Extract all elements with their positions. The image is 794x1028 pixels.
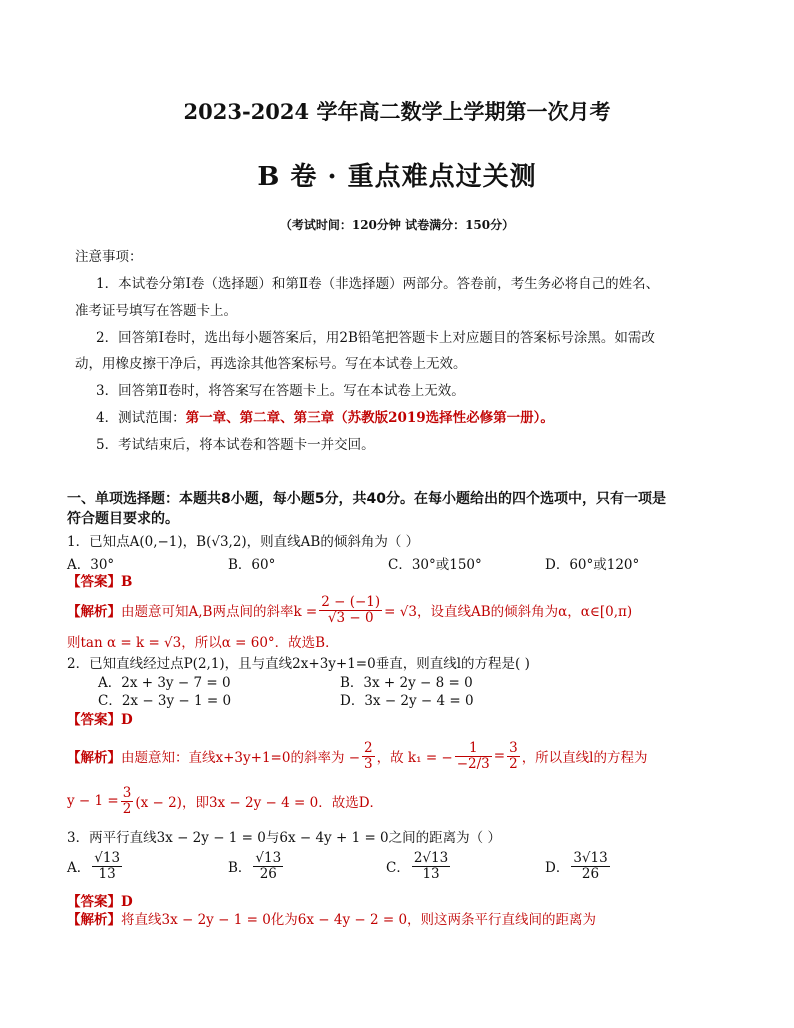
note-2-line-2: 动，用橡皮擦干净后，再选涂其他答案标号。写在本试卷上无效。 xyxy=(75,356,467,372)
q2-analysis-text-b: ，故 k₁ = − xyxy=(376,750,453,766)
section-heading-line-2: 符合题目要求的。 xyxy=(67,511,179,527)
q2-analysis-text-d: ，所以直线l的方程为 xyxy=(521,750,648,766)
q3-option-a xyxy=(67,846,124,886)
q1-option-a: A．30° xyxy=(67,557,115,573)
q3-option-a-fraction xyxy=(92,851,122,880)
q3-option-c xyxy=(386,846,452,886)
q1-option-b: B．60° xyxy=(228,557,276,573)
q2-frac4-denominator: 2 xyxy=(122,800,132,817)
note-3: 3．回答第Ⅱ卷时，将答案写在答题卡上。写在本试卷上无效。 xyxy=(96,383,465,399)
q1-option-d: D．60°或120° xyxy=(545,557,640,573)
q2-frac3-denominator: 2 xyxy=(509,755,518,772)
q2-analysis-label: 【解析】 xyxy=(67,750,121,766)
q1-analysis-label: 【解析】 xyxy=(67,604,121,620)
q3-option-b-den: 26 xyxy=(259,865,277,882)
q1-answer: 【答案】B xyxy=(67,574,133,590)
q3-option-d-label: D． xyxy=(545,860,570,876)
q2-fraction-3 xyxy=(507,741,520,770)
page-title: 2023-2024 学年高二数学上学期第一次月考 xyxy=(183,99,611,124)
page-subtitle: B 卷 · 重点难点过关测 xyxy=(257,162,537,192)
q3-analysis-label: 【解析】 xyxy=(67,912,121,928)
note-4-prefix: 4．测试范围： xyxy=(96,410,186,426)
note-5: 5．考试结束后，将本试卷和答题卡一并交回。 xyxy=(96,437,375,453)
q2-analysis-text-e2: (x − 2)，即3x − 2y − 4 = 0．故选D． xyxy=(135,795,384,811)
q2-stem: 2．已知直线经过点P(2,1)，且与直线2x+3y+1=0垂直，则直线l的方程是( ) xyxy=(67,656,530,672)
q2-option-d: D．3x − 2y − 4 = 0 xyxy=(340,693,474,709)
q3-analysis-line-1 xyxy=(67,908,596,928)
q3-stem: 3．两平行直线3x − 2y − 1 = 0与6x − 4y + 1 = 0之间的距离为（ ） xyxy=(67,830,501,846)
q2-analysis-text-c: = xyxy=(493,748,506,764)
q3-option-c-num: 2√13 xyxy=(413,850,449,867)
q3-option-a-den: 13 xyxy=(98,865,116,882)
q3-option-b-num: √13 xyxy=(255,850,282,867)
q1-analysis-line-1 xyxy=(67,592,632,628)
q3-option-c-fraction xyxy=(412,851,450,880)
q3-option-a-num: √13 xyxy=(94,850,121,867)
q2-fraction-1 xyxy=(362,741,375,770)
q2-frac4-numerator: 3 xyxy=(122,785,132,802)
q2-analysis-line-1 xyxy=(67,732,648,780)
q1-frac-numerator: 2 − (−1) xyxy=(321,594,381,611)
exam-meta: （考试时间：120分钟 试卷满分：150分） xyxy=(279,218,515,232)
q2-fraction-4 xyxy=(121,786,134,815)
q3-option-c-label: C． xyxy=(386,860,410,876)
q2-answer: 【答案】D xyxy=(67,712,133,728)
q3-option-b xyxy=(228,846,285,886)
q2-frac2-numerator: 1 xyxy=(455,741,492,756)
q2-option-b: B．3x + 2y − 8 = 0 xyxy=(340,675,473,691)
q1-analysis-line-2: 则tan α = k = √3，所以α = 60°．故选B． xyxy=(67,635,339,651)
q1-slope-fraction xyxy=(319,595,382,624)
q1-frac-denominator: √3 − 0 xyxy=(327,609,374,626)
q1-analysis-text-b: = √3，设直线AB的倾斜角为α，α∈[0,π) xyxy=(384,604,633,620)
q3-answer: 【答案】D xyxy=(67,894,133,910)
note-4 xyxy=(96,406,554,426)
q1-analysis-text-a: 由题意可知A,B两点间的斜率k = xyxy=(121,604,318,620)
note-2-line-1: 2．回答第Ⅰ卷时，选出每小题答案后，用2B铅笔把答题卡上对应题目的答案标号涂黑。如需改 xyxy=(96,330,655,346)
q2-frac3-numerator: 3 xyxy=(509,740,518,757)
q2-analysis-text-a: 由题意知：直线x+3y+1=0的斜率为 − xyxy=(121,750,361,766)
q3-option-a-label: A． xyxy=(67,860,91,876)
q3-option-d-den: 26 xyxy=(581,865,600,882)
q2-option-c: C．2x − 3y − 1 = 0 xyxy=(98,693,232,709)
q2-analysis-line-2 xyxy=(67,783,383,819)
q3-option-c-den: 13 xyxy=(422,865,440,882)
q3-option-b-fraction xyxy=(253,851,283,880)
q2-option-a: A．2x + 3y − 7 = 0 xyxy=(98,675,231,691)
q1-option-c: C．30°或150° xyxy=(388,557,482,573)
q1-stem: 1．已知点A(0,−1)，B(√3,2)，则直线AB的倾斜角为（ ） xyxy=(67,534,420,550)
notes-heading: 注意事项： xyxy=(75,249,143,265)
q3-option-d-fraction xyxy=(571,851,609,880)
q2-frac1-denominator: 3 xyxy=(364,755,373,772)
q3-analysis-text-a: 将直线3x − 2y − 1 = 0化为6x − 4y − 2 = 0，则这两条平行直线间的距离为 xyxy=(121,912,597,928)
test-range: 第一章、第二章、第三章（苏教版2019选择性必修第一册）。 xyxy=(185,410,554,426)
q2-frac2-denominator: −2/3 xyxy=(456,755,490,772)
q3-option-d-num: 3√13 xyxy=(573,850,608,867)
note-1-line-2: 准考证号填写在答题卡上。 xyxy=(75,303,237,319)
q2-analysis-text-e1: y − 1 = xyxy=(67,793,119,809)
q3-option-d xyxy=(545,846,612,886)
q2-fraction-2 xyxy=(455,741,492,770)
q3-option-b-label: B． xyxy=(228,860,252,876)
note-1-line-1: 1．本试卷分第Ⅰ卷（选择题）和第Ⅱ卷（非选择题）两部分。答卷前，考生务必将自己的姓名、 xyxy=(96,276,660,292)
q2-frac1-numerator: 2 xyxy=(364,740,373,757)
section-heading-line-1: 一、单项选择题：本题共8小题，每小题5分，共40分。在每小题给出的四个选项中，只有一项是 xyxy=(67,491,666,507)
